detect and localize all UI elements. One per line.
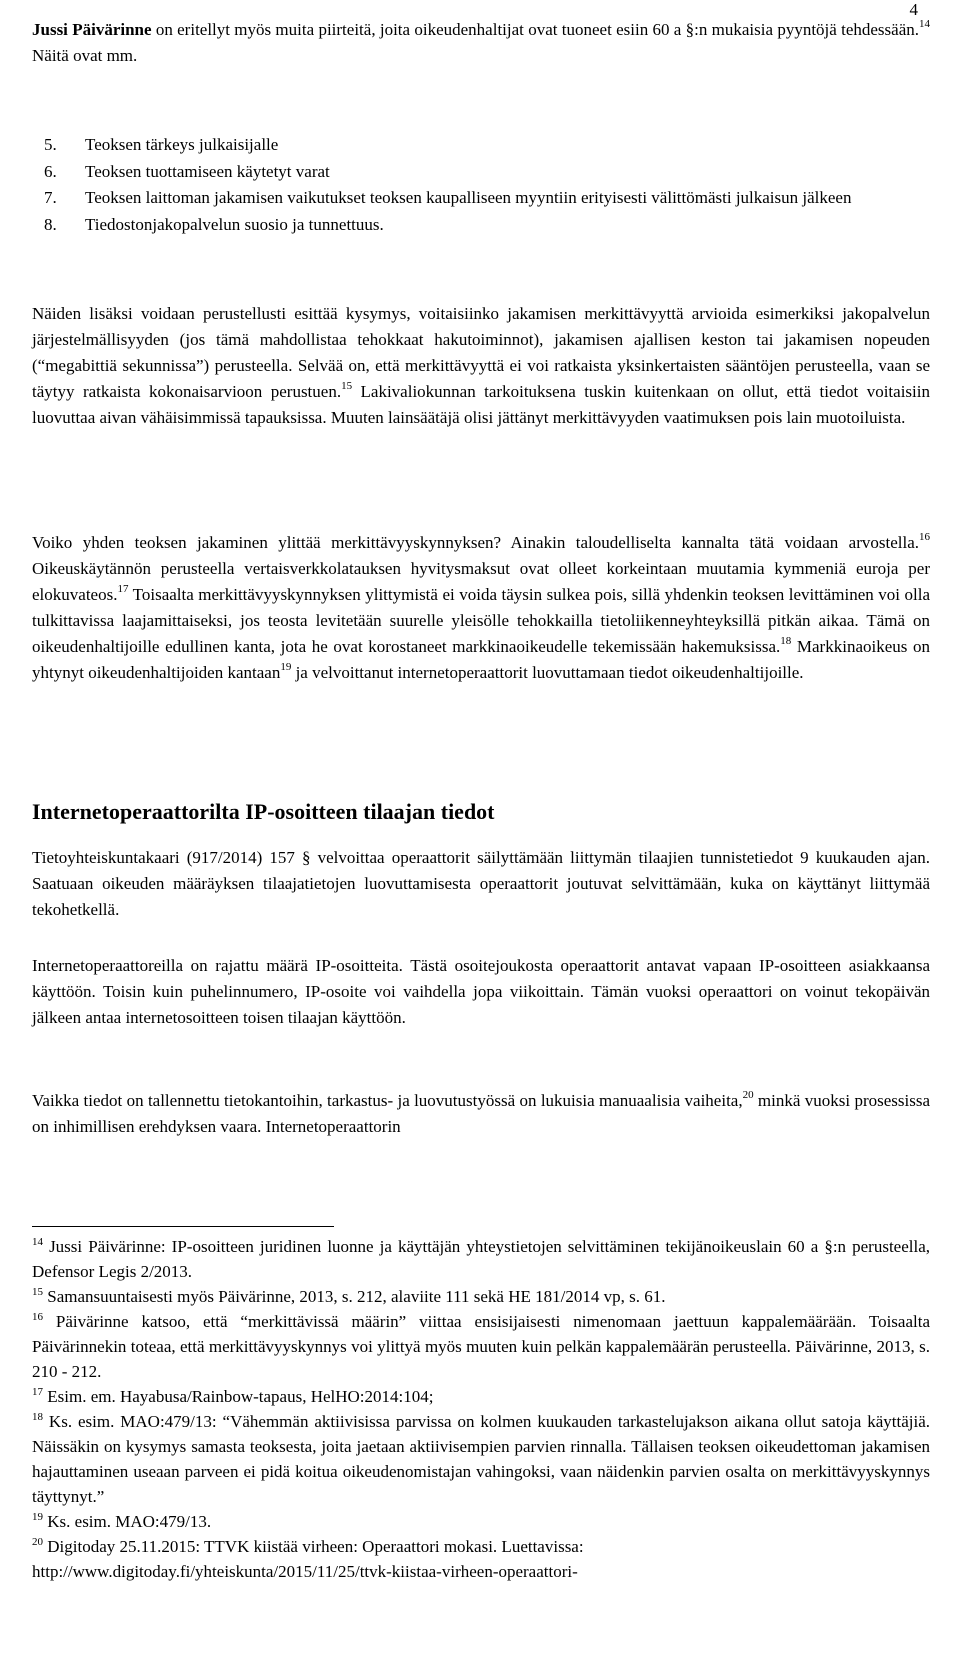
body-paragraph-5: Vaikka tiedot on tallennettu tietokantoihin, tarkastus- ja luovutustyössä on lukuisia manuaalisia vaiheita,$^{20}$ minkä vuoksi prosessissa on inhimillisen erehdyksen vaara. Internetoperaattorin — [32, 1089, 930, 1136]
footnote-14: $^{14}$ Jussi Päivärinne: IP-osoitteen juridinen luonne ja käyttäjän yhteystietojen selvittäminen tekijänoikeuslain 60 a §:n perusteella, Defensor Legis 2/2013. — [32, 1236, 930, 1281]
footnote-17: $^{17}$ Esim. em. Hayabusa/Rainbow-tapaus, HelHO:2014:104; — [32, 1386, 434, 1406]
section-heading: Internetoperaattorilta IP-osoitteen tilaajan tiedot — [32, 799, 495, 824]
criteria-list — [32, 132, 930, 238]
footnote-link-text[interactable]: Digitoday 25.11.2015: TTVK kiistää virheen: Operaattori mokasi. Luettavissa: http://www.digitoday.fi/yhteiskunta/2015/11/25/ttvk-kiistaa-virheen-operaattori- — [32, 1537, 584, 1581]
footnote-ref[interactable]: 20 — [742, 1089, 754, 1101]
footnote-ref[interactable]: 17 — [117, 583, 129, 595]
list-item: 7. Teoksen laittoman jakamisen vaikutukset teoksen kaupalliseen myyntiin erityisesti välittömästi julkaisun jälkeen — [44, 188, 852, 207]
author-name: Jussi Päivärinne — [32, 20, 152, 39]
footnote-divider — [32, 1226, 334, 1227]
intro-paragraph: Jussi Päivärinne on eritellyt myös muita piirteitä, joita oikeudenhaltijat ovat tuoneet esiin 60 a §:n mukaisia pyyntöjä tehdessään.$^{14}$ Näitä ovat mm. — [32, 18, 930, 65]
footnote-15: $^{15}$ Samansuuntaisesti myös Päivärinne, 2013, s. 212, alaviite 111 sekä HE 181/2014 vp, s. 61. — [32, 1286, 666, 1306]
footnote-16: $^{16}$ Päivärinne katsoo, että “merkittävissä määrin” viittaa ensisijaisesti nimenomaan jaettuun kappalemäärään. Toisaalta Päivärinnekin toteaa, että merkittävyyskynnys voi ylittyä myös muuten kuin pelkän kappalemäärän perusteella. Päivärinne, 2013, s. 210 - 212. — [32, 1311, 930, 1381]
footnote-20: $^{20}$ Digitoday 25.11.2015: TTVK kiistää virheen: Operaattori mokasi. Luettavissa: http://www.digitoday.fi/yhteiskunta/2015/11/25/ttvk-kiistaa-virheen-operaattori- — [32, 1536, 584, 1581]
body-paragraph-3: Tietoyhteiskuntakaari (917/2014) 157 § velvoittaa operaattorit säilyttämään liittymän tilaajien tunnistetiedot 9 kuukauden ajan. Saatuaan oikeuden määräyksen tilaajatietojen luovuttamisesta operaattorit joutuvat selvittämään, kuka on käyttänyt liittymää tekohetkellä. — [32, 848, 930, 919]
body-paragraph-4: Internetoperaattoreilla on rajattu määrä IP-osoitteita. Tästä osoitejoukosta operaattorit antavat vapaan IP-osoitteen asiakkaansa käyttöön. Toisin kuin puhelinnumero, IP-osoite voi vaihdella jopa viikoittain. Tämän vuoksi operaattori on voinut tekopäivän jälkeen antaa internetosoitteen toisen tilaajan käyttöön. — [32, 956, 930, 1027]
footnote-ref[interactable]: 14 — [919, 18, 930, 30]
footnote-ref[interactable]: 19 — [280, 661, 292, 673]
list-item: 6. Teoksen tuottamiseen käytetyt varat — [44, 161, 330, 181]
body-paragraph-2: Voiko yhden teoksen jakaminen ylittää merkittävyyskynnyksen? Ainakin taloudelliselta kannalta tätä voidaan arvostella.$^{16}$ Oikeuskäytännön perusteella vertaisverkkolatauksen hyvitysmaksut ovat olleet korkeintaan muutamia kymmeniä euroja per elokuvateos.$^{17}$ Toisaalta merkittävyyskynnyksen ylittymistä ei voida täysin sulkea pois, sillä yhdenkin teoksen levittäminen voi olla tulkittavissa laajamittaiseksi, jos teosta levitetään suurelle yleisölle tehokkailla tietoliikenneyhteyksillä pitkän aikaa. Tämä on oikeudenhaltijoille edullinen kanta, jota he ovat korostaneet markkinaoikeudelle tekemissään hakemuksissa.$^{18}$ Markkinaoikeus on yhtynyt oikeudenhaltijoiden kantaan$^{19}$ ja velvoittanut internetoperaattorit luovuttamaan tiedot oikeudenhaltijoille. — [32, 531, 930, 682]
list-item: 5. Teoksen tärkeys julkaisijalle — [44, 135, 279, 154]
body-paragraph-1: Näiden lisäksi voidaan perustellusti esittää kysymys, voitaisiinko jakamisen merkittävyyttä arvioida esimerkiksi jakopalvelun järjestelmällisyyden (jos tämä mahdollistaa tehokkaat hakutoiminnot), jakamisen ajallisen keston tai jakamisen nopeuden (“megabittiä sekunnissa”) perusteella. Selvää on, että merkittävyyttä ei voi ratkaista yksinkertaisten sääntöjen perusteella, vaan se täytyy ratkaista kokonaisarvioon perustuen.$^{15}$ Lakivaliokunnan tarkoituksena tuskin kuitenkaan on ollut, että tiedot voitaisiin luovuttaa aivan vähäisimmissä tapauksissa. Muuten lainsäätäjä olisi jättänyt merkittävyyden vaatimuksen pois lain muotoiluista. — [32, 304, 930, 427]
footnote-19: $^{19}$ Ks. esim. MAO:479/13. — [32, 1511, 212, 1531]
footnote-18: $^{18}$ Ks. esim. MAO:479/13: “Vähemmän aktiivisissa parvissa on kolmen kuukauden tarkastelujakson aikana ollut satoja käyttäjiä. Näissäkin on kysymys samasta teoksesta, joita jaetaan aktiivisempien parvien rinnalla. Tällaisen teoksen oikeudettoman jakamisen hajauttaminen useaan parveen ei pidä koitua oikeudenomistajan vahingoksi, vaan näidenkin parvien osalta on merkittävyyskynnys täyttynyt.” — [32, 1411, 930, 1506]
footnote-ref[interactable]: 16 — [919, 531, 930, 543]
footnote-ref[interactable]: 15 — [341, 380, 353, 392]
footnotes — [32, 1234, 930, 1584]
list-item: 8. Tiedostonjakopalvelun suosio ja tunnettuus. — [44, 214, 384, 234]
page-number: 4 — [909, 0, 918, 19]
footnote-ref[interactable]: 18 — [780, 635, 792, 647]
